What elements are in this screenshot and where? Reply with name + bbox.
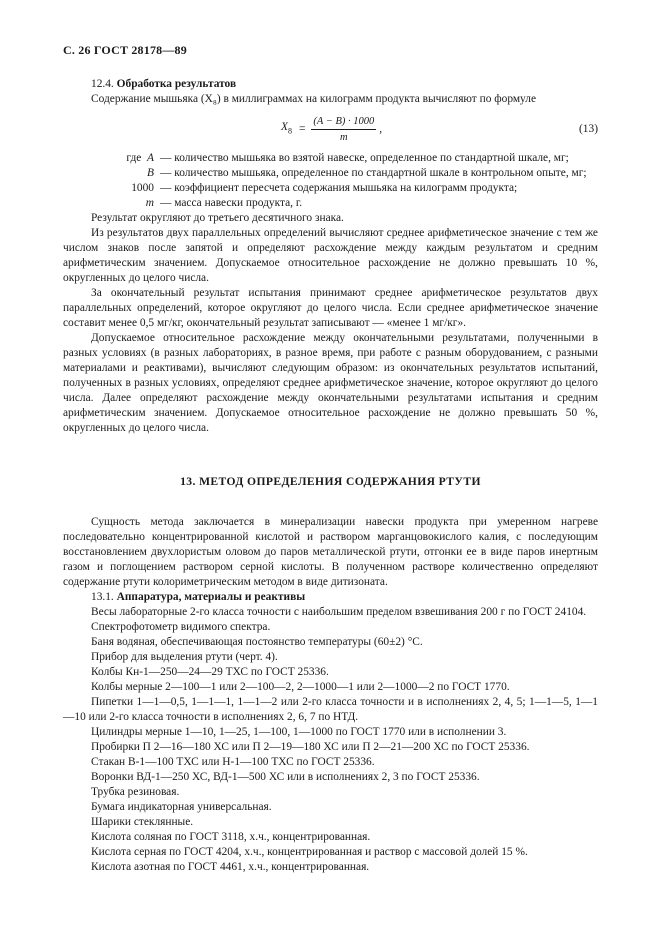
legend-text: — количество мышьяка, определенное по стандартной шкале в контрольном опыте, мг; bbox=[160, 167, 587, 179]
list-item: Спектрофотометр видимого спектра. bbox=[91, 621, 271, 633]
list-item: Цилиндры мерные 1—10, 1—25, 1—100, 1—1000 по ГОСТ 1770 или в исполнении 3. bbox=[91, 726, 507, 738]
legend-text: — масса навески продукта, г. bbox=[160, 197, 303, 209]
method-essence: Сущность метода заключается в минерализации навески продукта при умеренном нагреве последовательно концентрированной кислотой и раствором марганцовокислого калия, с последующим восстановлением двухлористым оловом до паров металлической ртути, отгонки ее в виде паров инертным газом и поглощением раствором серной кислоты. В полученном растворе количественно определяют содержание ртути колориметрическим методом в виде дитизоната. bbox=[63, 516, 598, 588]
list-item: Колбы мерные 2—100—1 или 2—100—2, 2—1000—1 или 2—1000—2 по ГОСТ 1770. bbox=[91, 681, 510, 693]
formula bbox=[281, 115, 382, 144]
legend-symbol: B bbox=[147, 167, 154, 179]
formula-lhs: $X_8$ bbox=[281, 121, 292, 136]
section-title: 13. МЕТОД ОПРЕДЕЛЕНИЯ СОДЕРЖАНИЯ РТУТИ bbox=[180, 475, 481, 488]
legend-text: — коэффициент пересчета содержания мышьяка на килограмм продукта; bbox=[160, 182, 518, 194]
formula-fraction bbox=[311, 115, 376, 144]
list-item: Пробирки П 2—16—180 ХС или П 2—19—180 ХС или П 2—21—200 ХС по ГОСТ 25336. bbox=[91, 741, 530, 753]
subsection-number: 12.4. bbox=[91, 78, 114, 90]
list-item: Кислота азотная по ГОСТ 4461, х.ч., концентрированная. bbox=[91, 861, 370, 873]
page-header: С. 26 ГОСТ 28178—89 bbox=[63, 43, 187, 57]
paragraph: Допускаемое относительное расхождение между окончательными результатами, полученными в разных условиях (в разных лабораториях, в разное время, при работе с разным оборудованием, с разными материалами и реактивами), вычисляют следующим образом: из окончательных результатов испытаний, полученных в разных условиях, определяют среднее арифметическое значение, которое округляют до целого числа. Далее определяют расхождение между окончательными результатами испытания и средним арифметическим значением. Допускаемое относительное расхождение не должно превышать 50 %, округленных до целого числа. bbox=[63, 332, 598, 434]
list-item: Стакан В-1—100 ТХС или Н-1—100 ТХС по ГОСТ 25336. bbox=[91, 756, 375, 768]
formula-numerator: (A − B) · 1000 bbox=[311, 115, 376, 130]
formula-denominator: m bbox=[340, 132, 348, 143]
list-item: Бумага индикаторная универсальная. bbox=[91, 801, 272, 813]
paragraph: Результат округляют до третьего десятичного знака. bbox=[91, 212, 344, 224]
legend-text: — количество мышьяка во взятой навеске, определенное по стандартной шкале, мг; bbox=[160, 152, 569, 164]
list-item: Весы лабораторные 2-го класса точности с наибольшим пределом взвешивания 200 г по ГОСТ 24104. bbox=[91, 606, 587, 618]
formula-tail: , bbox=[379, 123, 383, 135]
list-item: Шарики стеклянные. bbox=[91, 816, 194, 828]
formula-number: (13) bbox=[579, 123, 598, 135]
formula-equals: = bbox=[298, 123, 306, 135]
subsection-heading bbox=[63, 77, 598, 92]
list-item: Кислота серная по ГОСТ 4204, х.ч., концентрированная и раствор с массовой долей 15 %. bbox=[91, 846, 528, 858]
list-item: Трубка резиновая. bbox=[91, 786, 180, 798]
formula-block bbox=[63, 115, 598, 145]
list-item: Колбы Кн-1—250—24—29 ТХС по ГОСТ 25336. bbox=[91, 666, 329, 678]
list-item: Воронки ВД-1—250 ХС, ВД-1—500 ХС или в исполнениях 2, 3 по ГОСТ 25336. bbox=[91, 771, 480, 783]
section-12-4 bbox=[63, 77, 598, 875]
legend-symbol: m bbox=[145, 197, 154, 209]
paragraph: Из результатов двух параллельных определений вычисляют среднее арифметическое значение с тем же числом знаков после запятой и определяют расхождение между каждым результатом и средним арифметическим значением. Допускаемое относительное расхождение не должно превышать 10 %, округленных до целого числа. bbox=[63, 227, 598, 284]
subsection-title: Обработка результатов bbox=[116, 78, 237, 90]
list-item: Пипетки 1—1—0,5, 1—1—1, 1—1—2 или 2-го класса точности и в исполнениях 2, 4, 5; 1—1—5, 1—1—10 или 2-го класса точности в исполнениях 2, 6, 7 по НТД. bbox=[63, 696, 598, 723]
paragraph: За окончательный результат испытания принимают среднее арифметическое результатов двух параллельных определений, которое округляют до целого числа. Если среднее арифметическое значение составит менее 0,5 мг/кг, окончательный результат записывают — «менее 1 мг/кг». bbox=[63, 287, 598, 329]
subsection-heading bbox=[63, 590, 598, 605]
subsection-title: Аппаратура, материалы и реактивы bbox=[116, 591, 306, 603]
list-item: Прибор для выделения ртути (черт. 4). bbox=[91, 651, 278, 663]
subsection-number: 13.1. bbox=[91, 591, 114, 603]
formula-intro: Содержание мышьяка (X₈) в миллиграммах на килограмм продукта вычисляют по формуле bbox=[91, 93, 536, 105]
equipment-list bbox=[63, 605, 598, 875]
legend-symbol: 1000 bbox=[131, 182, 154, 194]
list-item: Баня водяная, обеспечивающая постоянство температуры (60±2) °С. bbox=[91, 636, 423, 648]
list-item: Кислота соляная по ГОСТ 3118, х.ч., концентрированная. bbox=[91, 831, 371, 843]
legend-symbol: где A bbox=[126, 152, 154, 164]
formula-legend bbox=[0, 151, 598, 211]
